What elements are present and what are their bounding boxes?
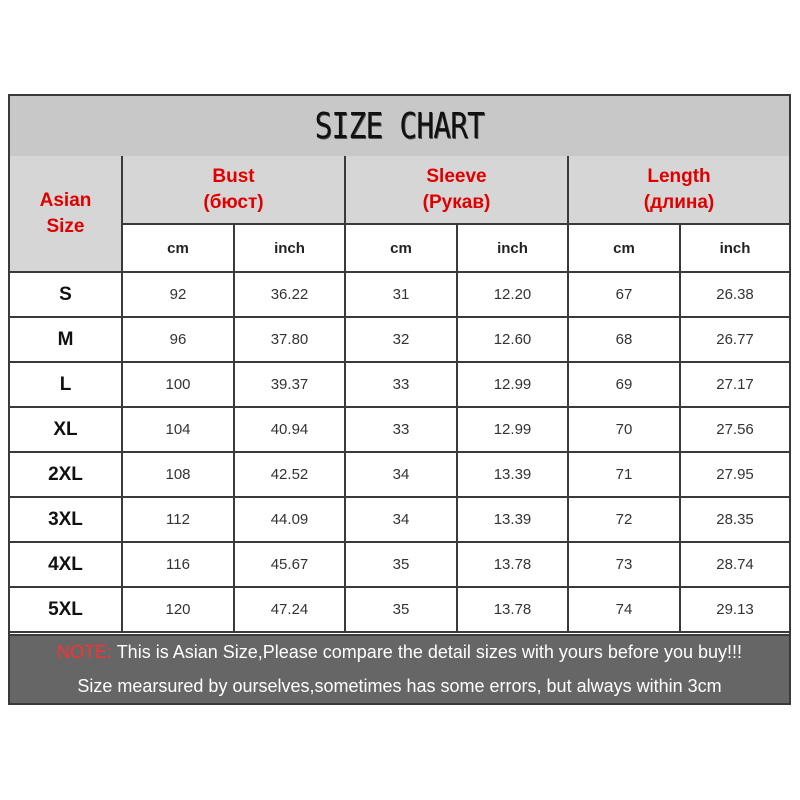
- measurement-cell: 27.17: [680, 362, 789, 407]
- bust-header: [122, 156, 345, 224]
- unit-header: cm: [568, 224, 680, 272]
- title-bar: [10, 96, 789, 158]
- measurement-cell: 108: [122, 452, 234, 497]
- measurement-cell: 32: [345, 317, 457, 362]
- measurement-cell: 96: [122, 317, 234, 362]
- table-row: [10, 452, 789, 497]
- table-row: [10, 317, 789, 362]
- measurement-cell: 67: [568, 272, 680, 317]
- table-row: [10, 272, 789, 317]
- measurement-cell: 28.74: [680, 542, 789, 587]
- measurement-cell: 42.52: [234, 452, 345, 497]
- size-label: 5XL: [10, 587, 122, 632]
- measurement-cell: 72: [568, 497, 680, 542]
- measurement-cell: 13.78: [457, 542, 568, 587]
- measurement-cell: 116: [122, 542, 234, 587]
- header-row-units: [10, 224, 789, 272]
- header-row-groups: [10, 156, 789, 224]
- unit-header: inch: [680, 224, 789, 272]
- measurement-cell: 13.39: [457, 497, 568, 542]
- size-label: M: [10, 317, 122, 362]
- note-line-2: Size mearsured by ourselves,sometimes has some errors, but always within 3cm: [77, 676, 722, 696]
- measurement-cell: 45.67: [234, 542, 345, 587]
- measurement-cell: 13.78: [457, 587, 568, 632]
- measurement-cell: 37.80: [234, 317, 345, 362]
- measurement-cell: 33: [345, 407, 457, 452]
- measurement-cell: 12.99: [457, 362, 568, 407]
- measurement-cell: 13.39: [457, 452, 568, 497]
- unit-header: inch: [234, 224, 345, 272]
- length-header: [568, 156, 789, 224]
- measurement-cell: 71: [568, 452, 680, 497]
- unit-header: inch: [457, 224, 568, 272]
- size-table: [10, 156, 789, 633]
- size-label: XL: [10, 407, 122, 452]
- sleeve-sub-label: (Рукав): [422, 191, 491, 213]
- measurement-cell: 27.95: [680, 452, 789, 497]
- measurement-cell: 29.13: [680, 587, 789, 632]
- measurement-cell: 74: [568, 587, 680, 632]
- table-row: [10, 587, 789, 632]
- measurement-cell: 12.99: [457, 407, 568, 452]
- table-row: [10, 362, 789, 407]
- bust-sub-label: (бюст): [203, 191, 264, 213]
- bust-label: Bust: [212, 165, 255, 187]
- table-row: [10, 497, 789, 542]
- length-label: Length: [647, 165, 711, 187]
- length-sub-label: (длина): [643, 191, 715, 213]
- measurement-cell: 26.77: [680, 317, 789, 362]
- sleeve-label: Sleeve: [426, 165, 487, 187]
- note-line-1: [10, 636, 789, 670]
- measurement-cell: 104: [122, 407, 234, 452]
- measurement-cell: 33: [345, 362, 457, 407]
- measurement-cell: 26.38: [680, 272, 789, 317]
- measurement-cell: 68: [568, 317, 680, 362]
- measurement-cell: 40.94: [234, 407, 345, 452]
- measurement-cell: 100: [122, 362, 234, 407]
- size-label: 4XL: [10, 542, 122, 587]
- measurement-cell: 39.37: [234, 362, 345, 407]
- measurement-cell: 73: [568, 542, 680, 587]
- measurement-cell: 28.35: [680, 497, 789, 542]
- unit-header: cm: [345, 224, 457, 272]
- measurement-cell: 70: [568, 407, 680, 452]
- note-label: NOTE:: [57, 642, 113, 662]
- table-row: [10, 542, 789, 587]
- notes-section: [10, 634, 789, 703]
- table-row: [10, 407, 789, 452]
- measurement-cell: 27.56: [680, 407, 789, 452]
- size-label: 2XL: [10, 452, 122, 497]
- size-chart: [8, 94, 791, 705]
- measurement-cell: 92: [122, 272, 234, 317]
- asian-size-header: [10, 156, 122, 272]
- size-label: L: [10, 362, 122, 407]
- measurement-cell: 12.20: [457, 272, 568, 317]
- measurement-cell: 31: [345, 272, 457, 317]
- measurement-cell: 12.60: [457, 317, 568, 362]
- measurement-cell: 47.24: [234, 587, 345, 632]
- unit-header: cm: [122, 224, 234, 272]
- measurement-cell: 120: [122, 587, 234, 632]
- size-label: 3XL: [10, 497, 122, 542]
- size-label: S: [10, 272, 122, 317]
- asian-size-line2: Size: [46, 215, 85, 237]
- measurement-cell: 34: [345, 452, 457, 497]
- measurement-cell: 35: [345, 587, 457, 632]
- note-text: This is Asian Size,Please compare the detail sizes with yours before you buy!!!: [112, 642, 742, 662]
- measurement-cell: 36.22: [234, 272, 345, 317]
- sleeve-header: [345, 156, 568, 224]
- measurement-cell: 112: [122, 497, 234, 542]
- chart-title: SIZE CHART: [314, 105, 485, 147]
- measurement-cell: 35: [345, 542, 457, 587]
- measurement-cell: 34: [345, 497, 457, 542]
- asian-size-line1: Asian: [39, 189, 92, 211]
- measurement-cell: 44.09: [234, 497, 345, 542]
- measurement-cell: 69: [568, 362, 680, 407]
